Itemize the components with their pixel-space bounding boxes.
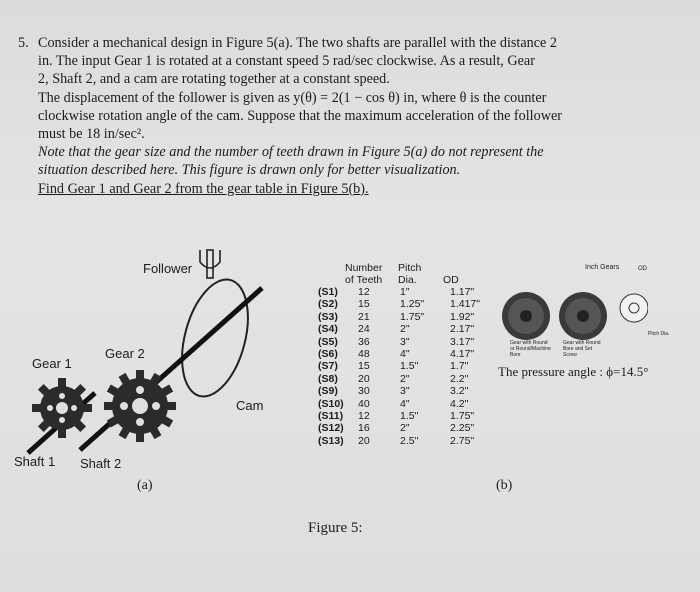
table-cell-teeth: 21 <box>358 310 370 323</box>
shaft-1-label: Shaft 1 <box>14 454 56 469</box>
table-cell-od: 2.2" <box>450 372 469 385</box>
find-instruction: Find Gear 1 and Gear 2 from the gear table in Figure 5(b). <box>38 180 369 197</box>
gear-1-label: Gear 1 <box>32 356 72 371</box>
gear-photo-left <box>502 292 550 340</box>
table-cell-id: (S4) <box>318 323 338 336</box>
note-right-label: Gear with Round Bore and Set Screw <box>563 340 601 358</box>
note-line-1: Note that the gear size and the number of teeth drawn in Figure 5(a) do not represent the <box>38 144 544 161</box>
table-cell-pitch: 2.5" <box>400 434 419 447</box>
gear-2-shape <box>104 370 176 442</box>
gear-outline-drawing <box>620 294 648 322</box>
table-cell-id: (S5) <box>318 335 338 348</box>
table-cell-pitch: 1.5" <box>400 410 419 422</box>
table-cell-pitch: 3" <box>400 385 410 398</box>
problem-text <box>20 34 680 198</box>
table-header-number <box>345 262 382 287</box>
problem-line-3: 2, Shaft 2, and a cam are rotating together at a constant speed. <box>38 71 390 88</box>
table-cell-id: (S1) <box>318 286 338 298</box>
table-cell-teeth: 24 <box>358 323 370 336</box>
figure-caption: Figure 5: <box>308 520 363 536</box>
table-cell-pitch: 4" <box>400 397 410 410</box>
table-cell-od: 2.17" <box>450 323 475 336</box>
table-cell-od: 2.75" <box>450 434 475 447</box>
table-cell-teeth: 30 <box>358 385 370 398</box>
pressure-angle-label: The pressure angle : ϕ=14.5° <box>498 364 649 379</box>
caption-b: (b) <box>496 478 513 493</box>
shaft-2-label: Shaft 2 <box>80 456 122 471</box>
table-cell-id: (S13) <box>318 434 344 447</box>
gear-photo-right <box>559 292 607 340</box>
table-cell-teeth: 12 <box>358 410 370 422</box>
table-cell-od: 4.2" <box>450 397 469 410</box>
header-number-2: of Teeth <box>345 274 383 287</box>
header-number-1: Number <box>345 262 383 274</box>
table-cell-od: 1.75" <box>450 410 475 422</box>
table-cell-id: (S7) <box>318 360 338 373</box>
table-cell-pitch: 1.5" <box>400 360 419 373</box>
table-cell-teeth: 12 <box>358 286 370 298</box>
table-cell-id: (S9) <box>318 385 338 398</box>
table-cell-id: (S12) <box>318 422 344 435</box>
table-cell-od: 3.2" <box>450 385 469 398</box>
header-pitch-1: Pitch <box>398 262 422 274</box>
table-cell-pitch: 1" <box>400 286 410 298</box>
pitch-dia-label-b: Pitch Dia. <box>648 331 670 337</box>
table-cell-pitch: 2" <box>400 422 410 435</box>
table-cell-teeth: 15 <box>358 298 370 311</box>
table-cell-teeth: 40 <box>358 397 370 410</box>
problem-line-5: clockwise rotation angle of the cam. Suppose that the maximum acceleration of the follower <box>38 107 562 124</box>
header-pitch-2: Dia. <box>398 274 417 287</box>
table-cell-id: (S10) <box>318 397 344 410</box>
table-cell-id: (S11) <box>318 410 344 422</box>
problem-number: 5. <box>18 35 29 51</box>
table-cell-id: (S6) <box>318 348 338 360</box>
problem-line-1: Consider a mechanical design in Figure 5(a). The two shafts are parallel with the distance 2 <box>38 35 557 51</box>
table-cell-pitch: 4" <box>400 348 410 360</box>
problem-line-2: in. The input Gear 1 is rotated at a constant speed 5 rad/sec clockwise. As a result, Gear <box>38 53 535 70</box>
table-cell-teeth: 20 <box>358 372 370 385</box>
table-cell-od: 3.17" <box>450 335 475 348</box>
table-cell-od: 1.417" <box>450 298 481 311</box>
table-cell-pitch: 3" <box>400 335 410 348</box>
cam-ellipse <box>170 272 259 403</box>
table-cell-pitch: 2" <box>400 323 410 336</box>
od-label-b: OD <box>638 266 647 272</box>
problem-line-4: The displacement of the follower is given as y(θ) = 2(1 − cos θ) in, where θ is the counter <box>38 89 547 106</box>
inch-gears-title: Inch Gears <box>585 264 620 271</box>
table-cell-teeth: 48 <box>358 348 370 360</box>
table-cell-id: (S3) <box>318 310 338 323</box>
table-header-pitch <box>398 262 421 287</box>
note-left-label: Gear with Round or Round/Machine Bore <box>510 340 551 358</box>
table-cell-pitch: 2" <box>400 372 410 385</box>
table-cell-od: 1.92" <box>450 310 475 323</box>
table-cell-pitch: 1.25" <box>400 298 425 311</box>
table-cell-od: 4.17" <box>450 348 475 360</box>
table-cell-od: 1.7" <box>450 360 469 373</box>
table-cell-id: (S8) <box>318 372 338 385</box>
follower-label: Follower <box>143 261 193 276</box>
table-header-od: OD <box>443 274 459 286</box>
problem-line-6: must be 18 in/sec². <box>38 126 145 143</box>
table-cell-teeth: 36 <box>358 335 370 348</box>
follower-rod <box>207 250 213 278</box>
gear-2-label: Gear 2 <box>105 346 145 361</box>
table-cell-od: 1.17" <box>450 286 475 298</box>
table-cell-pitch: 1.75" <box>400 310 425 323</box>
table-cell-id: (S2) <box>318 298 338 311</box>
caption-a: (a) <box>137 478 153 493</box>
table-cell-od: 2.25" <box>450 422 475 435</box>
table-cell-teeth: 15 <box>358 360 370 373</box>
gear-1-shape <box>32 378 92 438</box>
table-cell-teeth: 20 <box>358 434 370 447</box>
note-line-2: situation described here. This figure is drawn only for better visualization. <box>38 162 461 179</box>
table-cell-teeth: 16 <box>358 422 370 435</box>
figure-area <box>0 248 700 592</box>
follower-top <box>200 250 220 268</box>
cam-label: Cam <box>236 398 264 413</box>
